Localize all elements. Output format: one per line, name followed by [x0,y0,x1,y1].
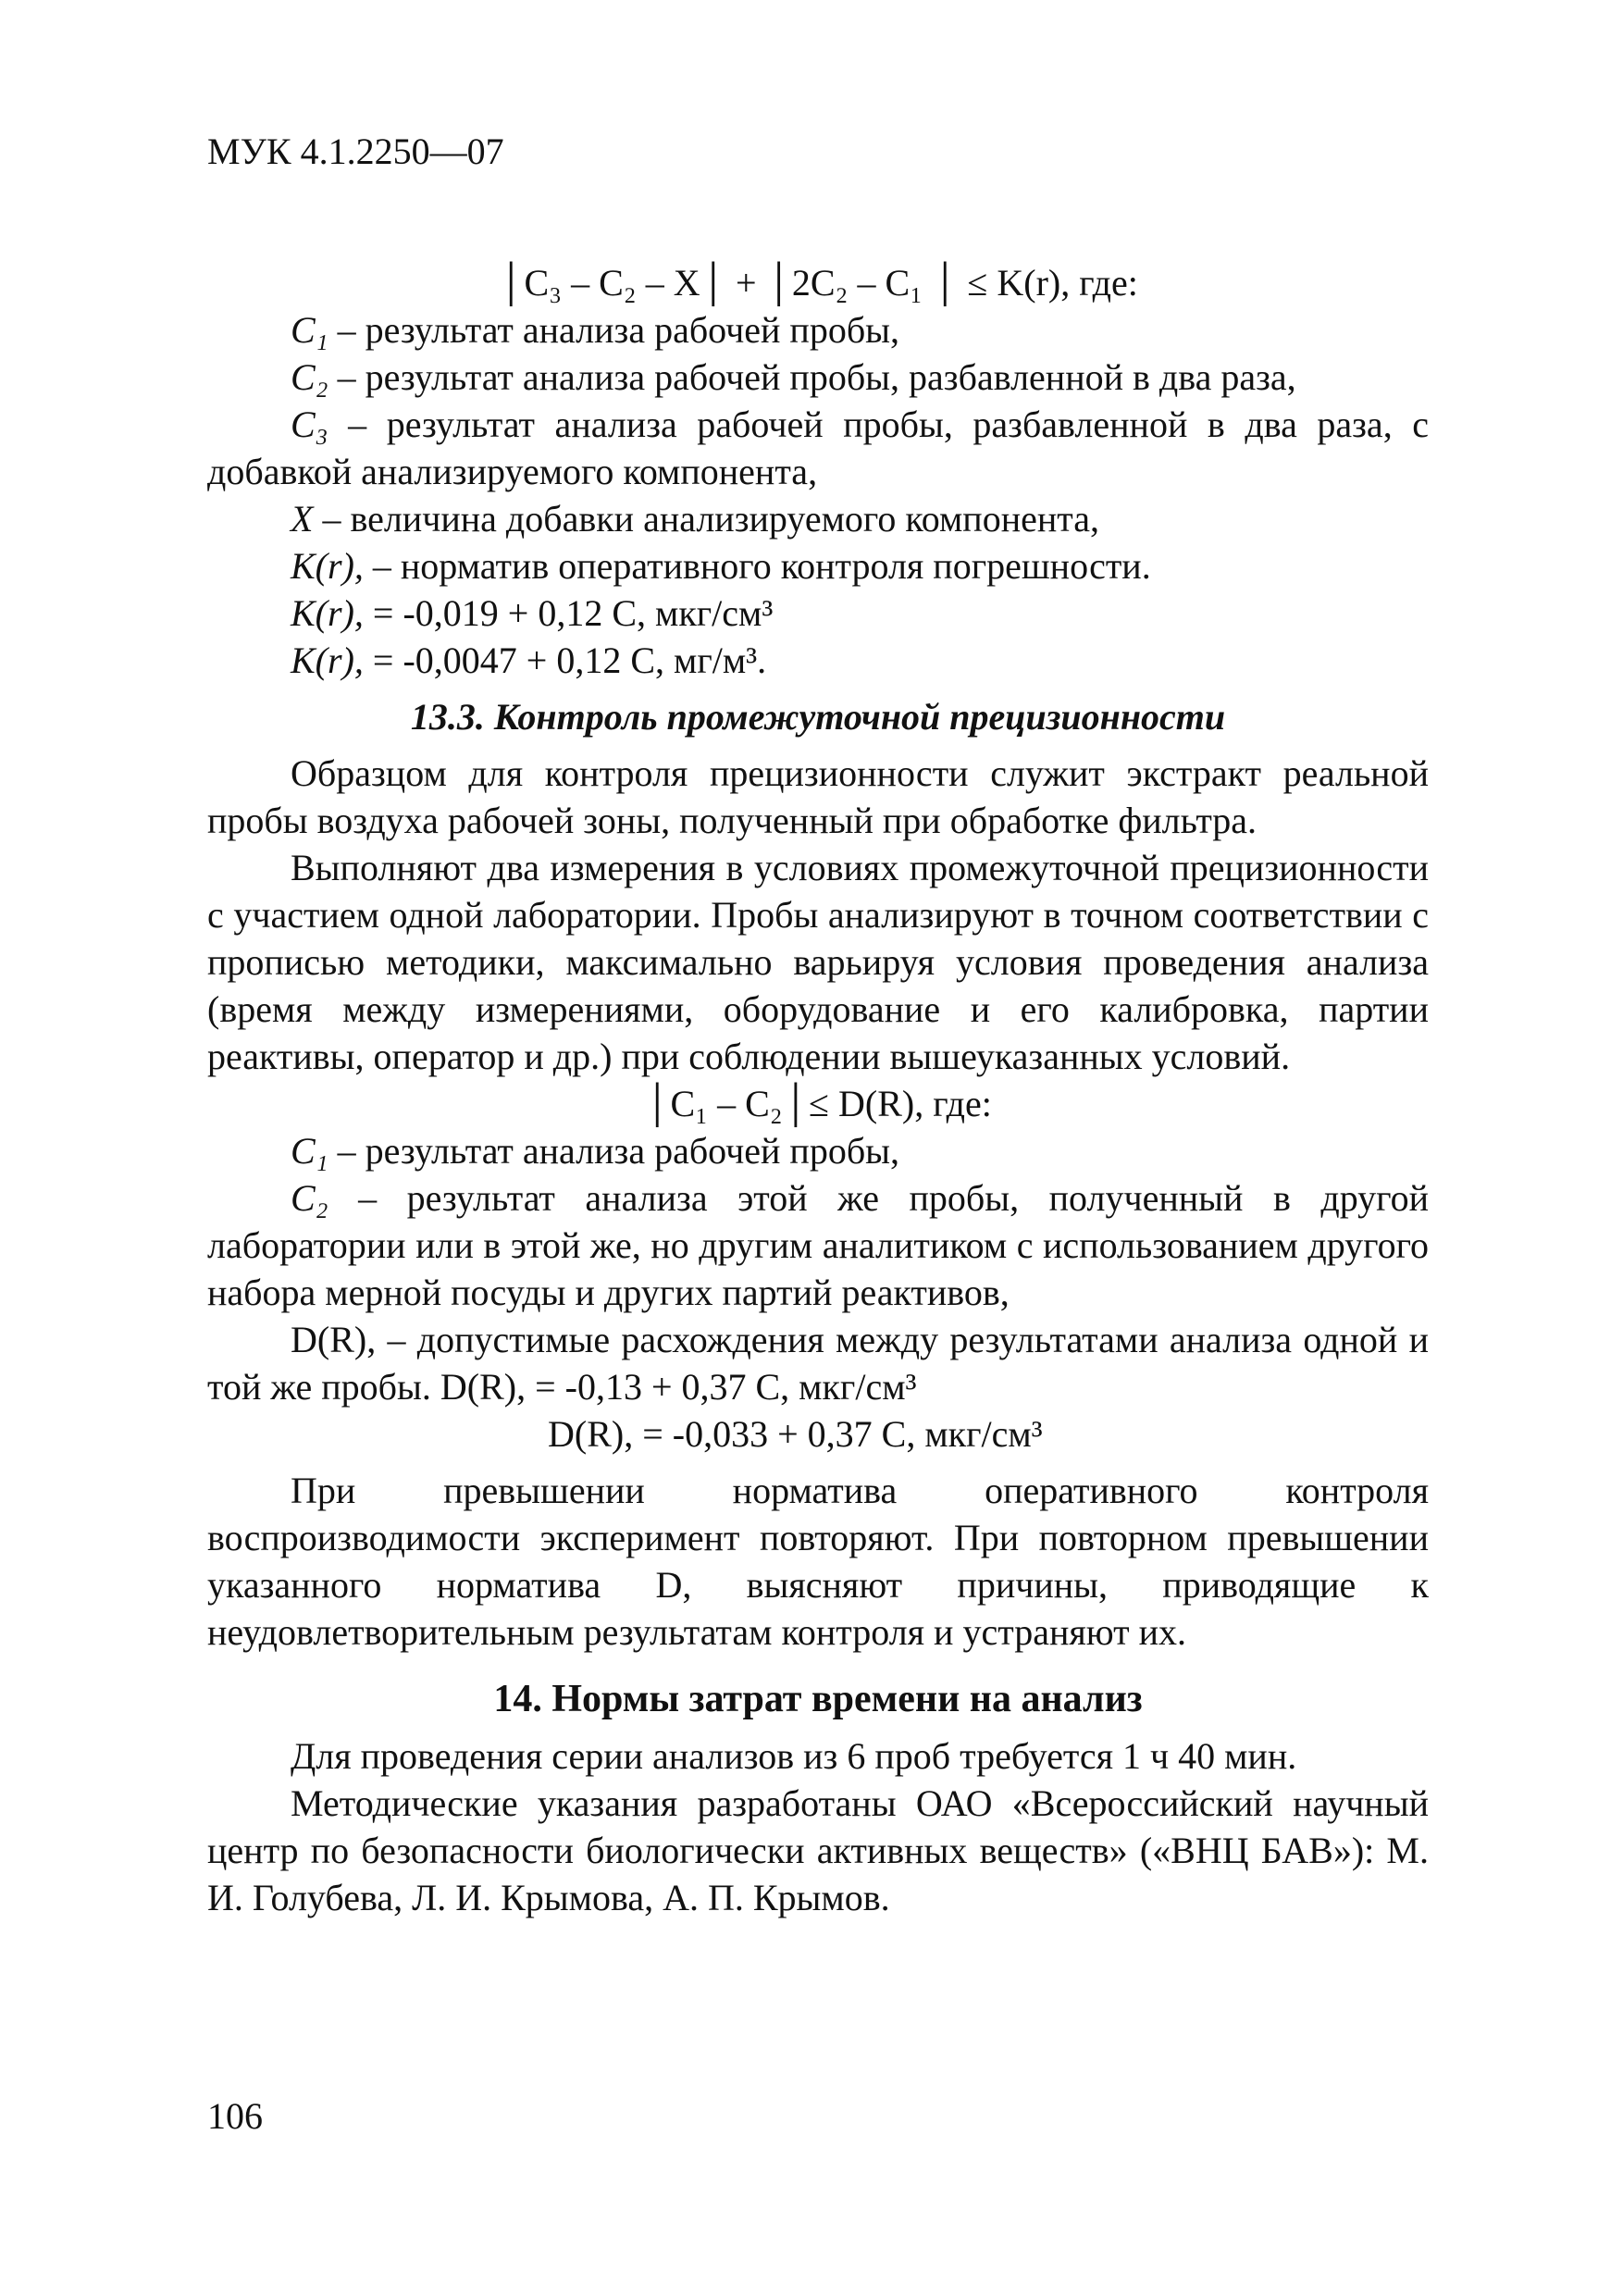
symbol: K(r), [291,545,364,587]
definition-text: – результат анализа этой же пробы, полученный в другой лаборатории или в этой же, но другим аналитиком с использованием другого набора мерной посуды и других партий реактивов, [207,1177,1429,1313]
definition-text: – результат анализа рабочей пробы, разбавленной в два раза, с добавкой анализируемого компонента, [207,403,1429,492]
running-header: МУК 4.1.2250—07 [207,130,504,172]
definition-text: – норматив оперативного контроля погрешности. [363,545,1151,587]
symbol: C₃ [291,403,328,445]
definition-c2 [207,1174,1429,1316]
dr-formula: D(R), = -0,033 + 0,37 C, мкг/см³ [548,1413,1043,1455]
symbol: K(r), [291,592,364,634]
paragraph: Для проведения серии анализов из 6 проб требуется 1 ч 40 мин. [291,1735,1297,1777]
definition-c1 [207,306,1429,354]
kr-formula-mkg [207,590,1429,637]
definition-text: – величина добавки анализируемого компонента, [313,498,1099,540]
spacer [207,1458,1429,1467]
page-content [207,259,1429,1921]
definition-c2 [207,354,1429,401]
definition-text: – результат анализа рабочей пробы, [328,1130,900,1172]
spacer [207,740,1429,750]
formula-text: = -0,019 + 0,12 C, мкг/см³ [363,592,774,634]
definition-x [207,495,1429,542]
kr-formula-mg [207,637,1429,684]
control-formula-repeatability: │C₃ – C₂ – X│ + │2C₂ – C₁ │ ≤ K(r), где: [498,262,1138,304]
formula-text: = -0,0047 + 0,12 C, мг/м³. [363,639,767,681]
paragraph: Выполняют два измерения в условиях промежуточной прецизионности с участием одной лаборатории. Пробы анализируют в точном соответствии с прописью методики, максимально варьируя условия проведения анализа (время между измерениями, оборудование и его калибровка, партии реактивы, оператор и др.) при соблюдении вышеуказанных условий. [207,847,1429,1077]
symbol: X [291,498,314,540]
definition-text: – результат анализа рабочей пробы, [328,309,900,351]
symbol: C₂ [291,1177,328,1219]
dr-definition: D(R), – допустимые расхождения между результатами анализа одной и той же пробы. D(R), = -0,13 + 0,37 C, мкг/см³ [207,1319,1429,1408]
section-14-heading: 14. Нормы затрат времени на анализ [493,1678,1143,1720]
symbol: C₁ [291,309,328,351]
definition-c1 [207,1127,1429,1174]
definition-text: – результат анализа рабочей пробы, разбавленной в два раза, [328,356,1296,398]
definition-kr [207,542,1429,590]
symbol: K(r), [291,639,364,681]
section-13-3-heading: 13.3. Контроль промежуточной прецизионности [410,696,1226,738]
definition-c3 [207,401,1429,495]
paragraph: Образцом для контроля прецизионности служит экстракт реальной пробы воздуха рабочей зоны, полученный при обработке фильтра. [207,752,1429,841]
paragraph: Методические указания разработаны ОАО «Всероссийский научный центр по безопасности биологически активных веществ» («ВНЦ БАВ»): М. И. Голубева, Л. И. Крымова, А. П. Крымов. [207,1782,1429,1918]
symbol: C₂ [291,356,328,398]
symbol: C₁ [291,1130,328,1172]
spacer [207,1723,1429,1732]
control-formula-precision: │C₁ – C₂│≤ D(R), где: [644,1083,992,1124]
page-number: 106 [207,2095,263,2137]
paragraph: При превышении норматива оперативного контроля воспроизводимости эксперимент повторяют. При повторном превышении указанного норматива D, выясняют причины, приводящие к неудовлетворительным результатам контроля и устраняют их. [207,1470,1429,1653]
